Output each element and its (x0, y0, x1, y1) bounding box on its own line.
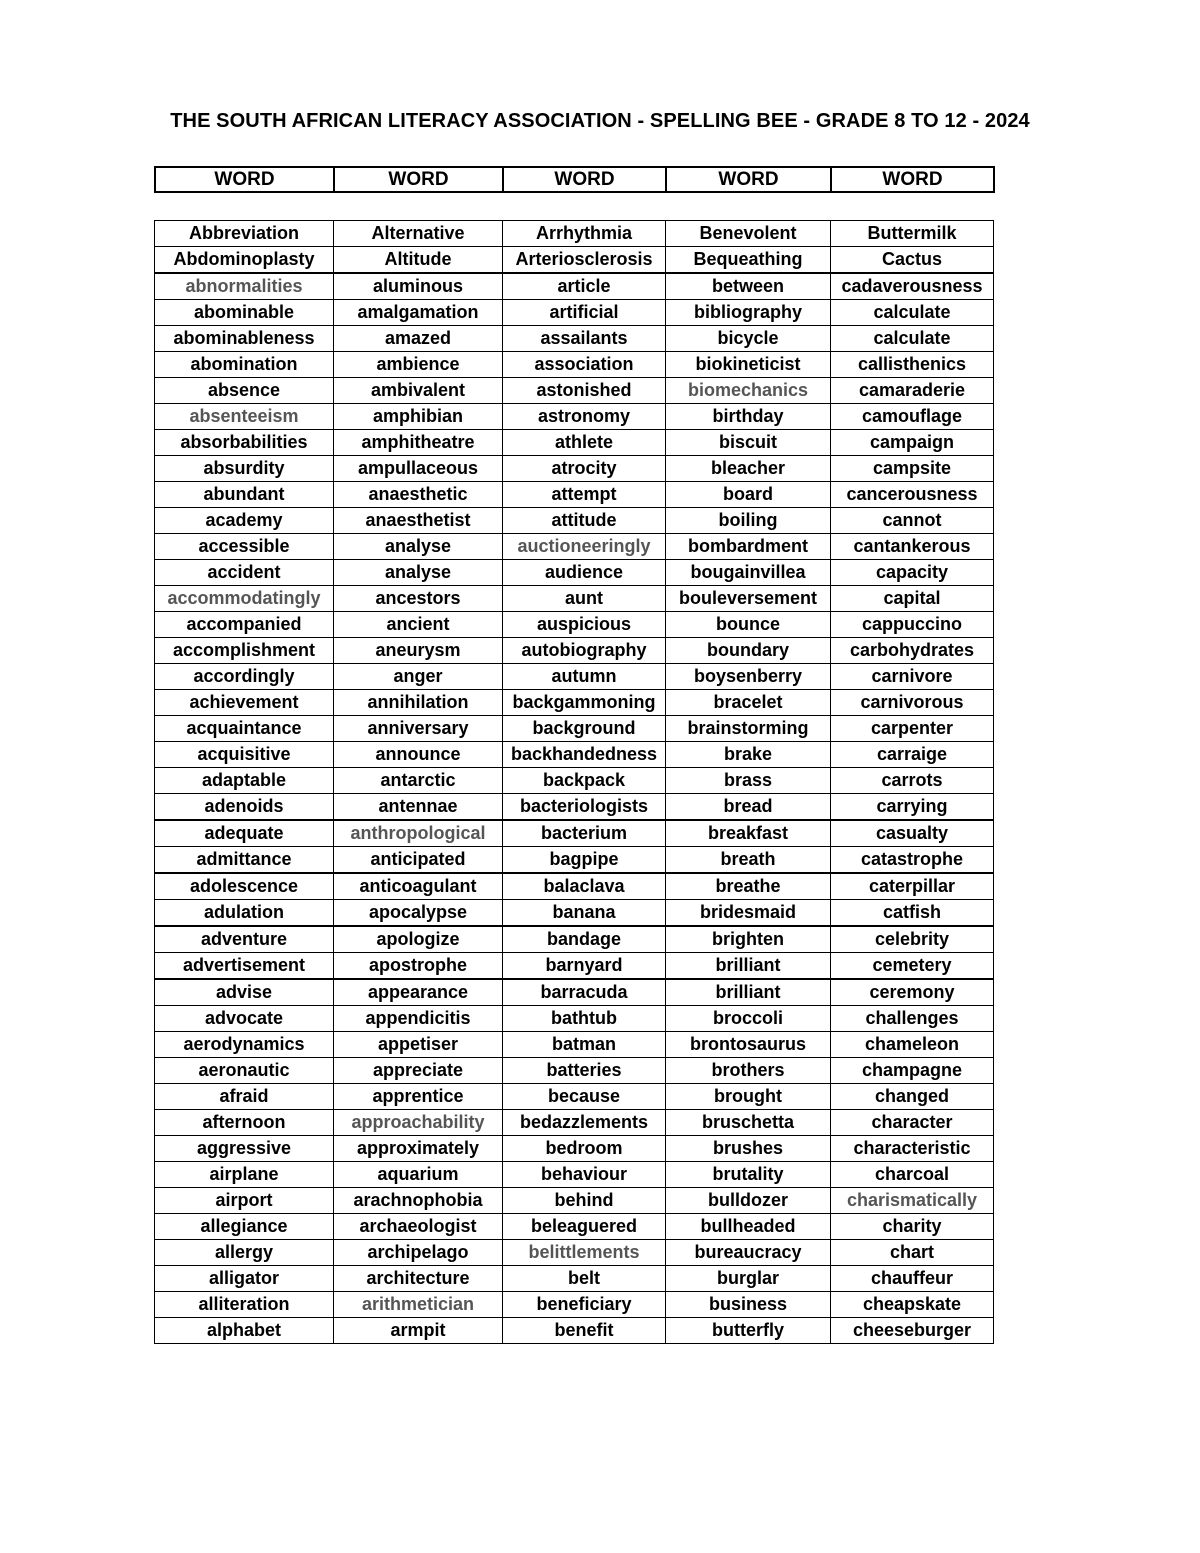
word-cell: advertisement (155, 953, 334, 980)
word-cell: appetiser (334, 1032, 503, 1058)
word-cell: balaclava (503, 873, 666, 900)
header-table (154, 166, 995, 193)
word-cell: aggressive (155, 1136, 334, 1162)
word-cell: amphitheatre (334, 430, 503, 456)
table-row (155, 900, 994, 927)
table-row (155, 247, 994, 274)
word-cell: cappuccino (831, 612, 994, 638)
word-cell: alliteration (155, 1292, 334, 1318)
word-cell: accordingly (155, 664, 334, 690)
word-cell: bandage (503, 926, 666, 953)
word-cell: autumn (503, 664, 666, 690)
word-cell: astronomy (503, 404, 666, 430)
word-cell: ceremony (831, 979, 994, 1006)
word-cell: accompanied (155, 612, 334, 638)
word-cell: chameleon (831, 1032, 994, 1058)
word-cell: callisthenics (831, 352, 994, 378)
word-cell: capacity (831, 560, 994, 586)
table-row (155, 1006, 994, 1032)
word-cell: bedazzlements (503, 1110, 666, 1136)
word-cell: achievement (155, 690, 334, 716)
word-cell: apocalypse (334, 900, 503, 927)
word-cell: bicycle (666, 326, 831, 352)
word-cell: boundary (666, 638, 831, 664)
word-cell: anticoagulant (334, 873, 503, 900)
word-cell: association (503, 352, 666, 378)
word-cell: campsite (831, 456, 994, 482)
column-header: WORD (155, 167, 334, 192)
table-row (155, 273, 994, 300)
word-cell: carnivorous (831, 690, 994, 716)
word-cell: brainstorming (666, 716, 831, 742)
word-cell: appearance (334, 979, 503, 1006)
word-cell: aunt (503, 586, 666, 612)
word-cell: arachnophobia (334, 1188, 503, 1214)
word-cell: backgammoning (503, 690, 666, 716)
word-cell: absorbabilities (155, 430, 334, 456)
word-cell: acquaintance (155, 716, 334, 742)
word-cell: boiling (666, 508, 831, 534)
word-cell: attempt (503, 482, 666, 508)
word-cell: brake (666, 742, 831, 768)
word-cell: bacteriologists (503, 794, 666, 821)
word-cell: Alternative (334, 221, 503, 247)
word-cell: brushes (666, 1136, 831, 1162)
word-cell: ampullaceous (334, 456, 503, 482)
word-cell: apologize (334, 926, 503, 953)
word-cell: audience (503, 560, 666, 586)
word-cell: barracuda (503, 979, 666, 1006)
word-cell: amphibian (334, 404, 503, 430)
word-cell: approximately (334, 1136, 503, 1162)
word-cell: airplane (155, 1162, 334, 1188)
word-cell: cheeseburger (831, 1318, 994, 1344)
table-row (155, 768, 994, 794)
word-cell: aquarium (334, 1162, 503, 1188)
word-cell: carbohydrates (831, 638, 994, 664)
table-row (155, 300, 994, 326)
word-cell: chart (831, 1240, 994, 1266)
word-cell: auspicious (503, 612, 666, 638)
word-cell: absurdity (155, 456, 334, 482)
word-cell: autobiography (503, 638, 666, 664)
word-cell: archaeologist (334, 1214, 503, 1240)
word-cell: Bequeathing (666, 247, 831, 274)
word-cell: anticipated (334, 847, 503, 874)
word-cell: anthropological (334, 820, 503, 847)
page-title: THE SOUTH AFRICAN LITERACY ASSOCIATION - SPELLING BEE - GRADE 8 TO 12 - 2024 (170, 110, 1030, 132)
word-cell: cantankerous (831, 534, 994, 560)
table-row (155, 508, 994, 534)
table-row (155, 953, 994, 980)
word-cell: academy (155, 508, 334, 534)
table-row (155, 1188, 994, 1214)
word-cell: ancestors (334, 586, 503, 612)
word-cell: advise (155, 979, 334, 1006)
word-cell: changed (831, 1084, 994, 1110)
word-cell: champagne (831, 1058, 994, 1084)
word-cell: brutality (666, 1162, 831, 1188)
table-row (155, 352, 994, 378)
word-cell: celebrity (831, 926, 994, 953)
table-row (155, 1084, 994, 1110)
table-row (155, 638, 994, 664)
word-cell: adaptable (155, 768, 334, 794)
word-cell: cadaverousness (831, 273, 994, 300)
word-cell: behind (503, 1188, 666, 1214)
word-cell: airport (155, 1188, 334, 1214)
word-cell: beneficiary (503, 1292, 666, 1318)
word-cell: brass (666, 768, 831, 794)
word-cell: brilliant (666, 979, 831, 1006)
word-cell: bedroom (503, 1136, 666, 1162)
word-cell: catastrophe (831, 847, 994, 874)
word-cell: antennae (334, 794, 503, 821)
word-cell: bullheaded (666, 1214, 831, 1240)
table-row (155, 873, 994, 900)
word-cell: atrocity (503, 456, 666, 482)
table-row (155, 690, 994, 716)
word-cell: athlete (503, 430, 666, 456)
word-cell: anaesthetist (334, 508, 503, 534)
word-cell: bombardment (666, 534, 831, 560)
word-cell: bacterium (503, 820, 666, 847)
word-cell: apostrophe (334, 953, 503, 980)
word-cell: apprentice (334, 1084, 503, 1110)
word-cell: butterfly (666, 1318, 831, 1344)
word-cell: bureaucracy (666, 1240, 831, 1266)
word-cell: aneurysm (334, 638, 503, 664)
word-cell: approachability (334, 1110, 503, 1136)
word-cell: breath (666, 847, 831, 874)
word-cell: ancient (334, 612, 503, 638)
word-cell: artificial (503, 300, 666, 326)
table-row (155, 1266, 994, 1292)
word-cell: announce (334, 742, 503, 768)
word-cell: Buttermilk (831, 221, 994, 247)
word-cell: cemetery (831, 953, 994, 980)
word-cell: aeronautic (155, 1058, 334, 1084)
word-cell: assailants (503, 326, 666, 352)
table-row (155, 326, 994, 352)
table-row (155, 742, 994, 768)
word-cell: charcoal (831, 1162, 994, 1188)
word-cell: bouleversement (666, 586, 831, 612)
word-table (154, 220, 994, 1344)
table-row (155, 1162, 994, 1188)
word-cell: business (666, 1292, 831, 1318)
table-row (155, 1110, 994, 1136)
word-cell: belittlements (503, 1240, 666, 1266)
table-row (155, 221, 994, 247)
word-cell: camouflage (831, 404, 994, 430)
word-cell: ambience (334, 352, 503, 378)
word-cell: analyse (334, 560, 503, 586)
word-cell: aluminous (334, 273, 503, 300)
word-cell: architecture (334, 1266, 503, 1292)
word-cell: brilliant (666, 953, 831, 980)
header-row (155, 167, 994, 192)
word-cell: bagpipe (503, 847, 666, 874)
word-cell: Altitude (334, 247, 503, 274)
table-row (155, 1058, 994, 1084)
word-cell: character (831, 1110, 994, 1136)
word-cell: calculate (831, 326, 994, 352)
word-cell: accident (155, 560, 334, 586)
word-cell: bathtub (503, 1006, 666, 1032)
word-cell: Abdominoplasty (155, 247, 334, 274)
word-cell: bleacher (666, 456, 831, 482)
word-cell: charity (831, 1214, 994, 1240)
word-cell: caterpillar (831, 873, 994, 900)
word-cell: belt (503, 1266, 666, 1292)
table-row (155, 430, 994, 456)
word-cell: Arrhythmia (503, 221, 666, 247)
word-cell: calculate (831, 300, 994, 326)
word-cell: barnyard (503, 953, 666, 980)
word-cell: ambivalent (334, 378, 503, 404)
word-cell: campaign (831, 430, 994, 456)
word-cell: brothers (666, 1058, 831, 1084)
word-cell: auctioneeringly (503, 534, 666, 560)
word-cell: advocate (155, 1006, 334, 1032)
word-cell: bruschetta (666, 1110, 831, 1136)
word-cell: antarctic (334, 768, 503, 794)
word-cell: allergy (155, 1240, 334, 1266)
word-cell: biokineticist (666, 352, 831, 378)
word-cell: afraid (155, 1084, 334, 1110)
column-header: WORD (334, 167, 503, 192)
word-cell: charismatically (831, 1188, 994, 1214)
word-cell: bougainvillea (666, 560, 831, 586)
word-cell: abnormalities (155, 273, 334, 300)
word-cell: cancerousness (831, 482, 994, 508)
word-cell: attitude (503, 508, 666, 534)
word-cell: accomplishment (155, 638, 334, 664)
table-row (155, 716, 994, 742)
word-cell: backpack (503, 768, 666, 794)
table-row (155, 534, 994, 560)
word-cell: Cactus (831, 247, 994, 274)
word-cell: challenges (831, 1006, 994, 1032)
word-cell: carrots (831, 768, 994, 794)
word-cell: breakfast (666, 820, 831, 847)
word-cell: appreciate (334, 1058, 503, 1084)
word-cell: article (503, 273, 666, 300)
table-row (155, 482, 994, 508)
word-cell: carpenter (831, 716, 994, 742)
word-cell: appendicitis (334, 1006, 503, 1032)
word-cell: chauffeur (831, 1266, 994, 1292)
column-header: WORD (831, 167, 994, 192)
word-cell: admittance (155, 847, 334, 874)
word-cell: archipelago (334, 1240, 503, 1266)
word-cell: characteristic (831, 1136, 994, 1162)
word-cell: bracelet (666, 690, 831, 716)
word-cell: adulation (155, 900, 334, 927)
word-cell: adenoids (155, 794, 334, 821)
table-row (155, 456, 994, 482)
word-cell: armpit (334, 1318, 503, 1344)
word-cell: adequate (155, 820, 334, 847)
word-cell: carnivore (831, 664, 994, 690)
table-row (155, 560, 994, 586)
word-cell: bridesmaid (666, 900, 831, 927)
table-row (155, 1240, 994, 1266)
word-cell: camaraderie (831, 378, 994, 404)
word-cell: Arteriosclerosis (503, 247, 666, 274)
word-cell: breathe (666, 873, 831, 900)
word-cell: anger (334, 664, 503, 690)
word-cell: anniversary (334, 716, 503, 742)
word-cell: afternoon (155, 1110, 334, 1136)
word-cell: abominableness (155, 326, 334, 352)
word-cell: background (503, 716, 666, 742)
word-cell: birthday (666, 404, 831, 430)
word-cell: alphabet (155, 1318, 334, 1344)
word-cell: accommodatingly (155, 586, 334, 612)
table-row (155, 794, 994, 821)
table-row (155, 664, 994, 690)
word-cell: amazed (334, 326, 503, 352)
word-cell: beleaguered (503, 1214, 666, 1240)
column-header: WORD (666, 167, 831, 192)
word-cell: analyse (334, 534, 503, 560)
table-row (155, 1292, 994, 1318)
word-cell: abominable (155, 300, 334, 326)
table-row (155, 378, 994, 404)
word-cell: astonished (503, 378, 666, 404)
table-row (155, 1032, 994, 1058)
word-cell: bounce (666, 612, 831, 638)
word-cell: bread (666, 794, 831, 821)
word-cell: absence (155, 378, 334, 404)
word-cell: capital (831, 586, 994, 612)
word-cell: allegiance (155, 1214, 334, 1240)
word-cell: brighten (666, 926, 831, 953)
word-cell: burglar (666, 1266, 831, 1292)
word-cell: catfish (831, 900, 994, 927)
table-row (155, 404, 994, 430)
word-cell: annihilation (334, 690, 503, 716)
word-cell: Benevolent (666, 221, 831, 247)
word-cell: biomechanics (666, 378, 831, 404)
word-cell: banana (503, 900, 666, 927)
word-cell: acquisitive (155, 742, 334, 768)
table-row (155, 926, 994, 953)
word-cell: backhandedness (503, 742, 666, 768)
word-cell: batman (503, 1032, 666, 1058)
word-cell: biscuit (666, 430, 831, 456)
word-cell: carrying (831, 794, 994, 821)
word-cell: amalgamation (334, 300, 503, 326)
word-cell: bulldozer (666, 1188, 831, 1214)
word-cell: cheapskate (831, 1292, 994, 1318)
word-cell: casualty (831, 820, 994, 847)
word-cell: adventure (155, 926, 334, 953)
word-cell: brontosaurus (666, 1032, 831, 1058)
word-cell: accessible (155, 534, 334, 560)
word-cell: carraige (831, 742, 994, 768)
word-cell: boysenberry (666, 664, 831, 690)
table-row (155, 612, 994, 638)
word-cell: board (666, 482, 831, 508)
word-cell: bibliography (666, 300, 831, 326)
word-cell: arithmetician (334, 1292, 503, 1318)
word-cell: benefit (503, 1318, 666, 1344)
word-cell: anaesthetic (334, 482, 503, 508)
word-cell: adolescence (155, 873, 334, 900)
table-row (155, 1214, 994, 1240)
word-cell: alligator (155, 1266, 334, 1292)
table-row (155, 1318, 994, 1344)
word-cell: brought (666, 1084, 831, 1110)
table-row (155, 979, 994, 1006)
word-cell: aerodynamics (155, 1032, 334, 1058)
table-row (155, 586, 994, 612)
table-row (155, 1136, 994, 1162)
word-cell: abundant (155, 482, 334, 508)
word-cell: between (666, 273, 831, 300)
column-header: WORD (503, 167, 666, 192)
word-cell: Abbreviation (155, 221, 334, 247)
word-cell: abomination (155, 352, 334, 378)
word-cell: behaviour (503, 1162, 666, 1188)
word-cell: cannot (831, 508, 994, 534)
word-cell: because (503, 1084, 666, 1110)
table-row (155, 820, 994, 847)
word-cell: absenteeism (155, 404, 334, 430)
word-cell: broccoli (666, 1006, 831, 1032)
table-row (155, 847, 994, 874)
word-cell: batteries (503, 1058, 666, 1084)
